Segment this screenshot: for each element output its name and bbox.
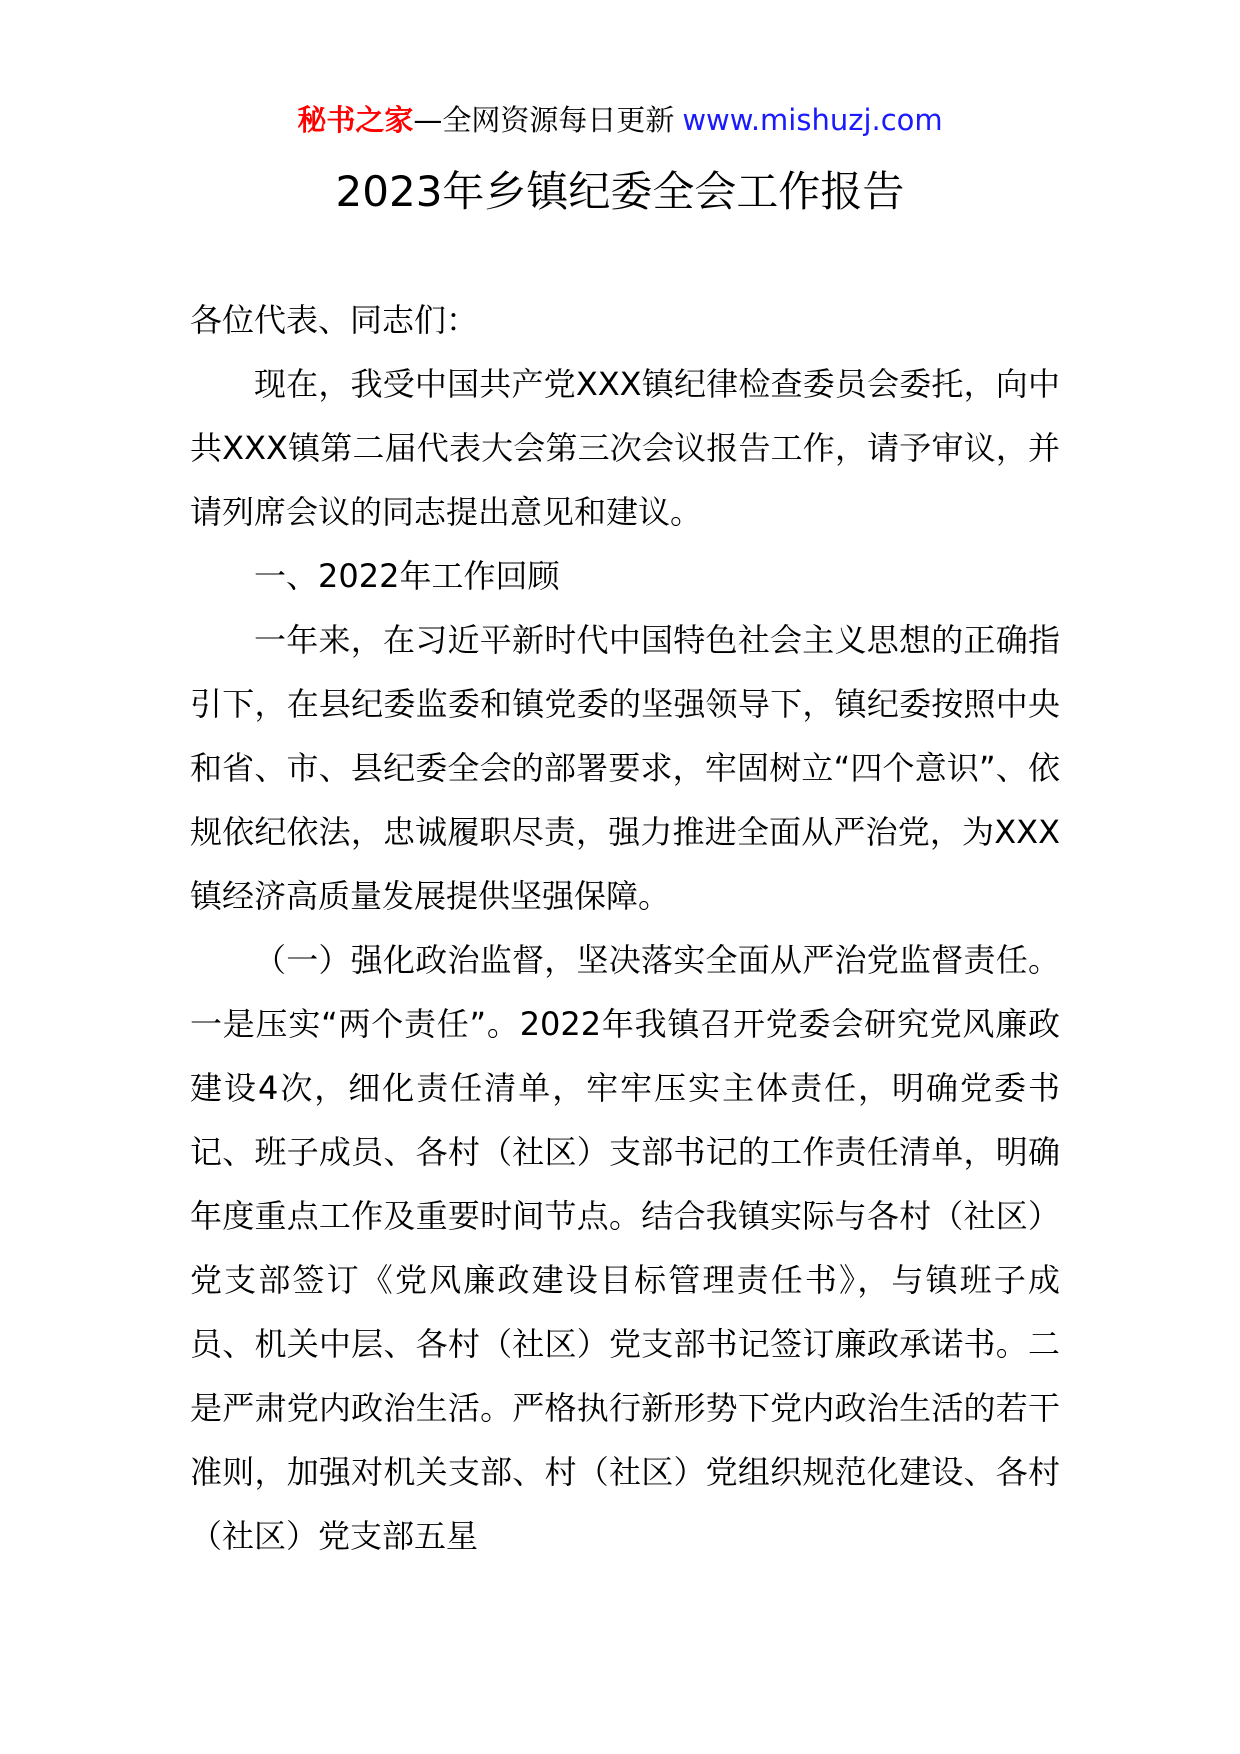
salutation: 各位代表、同志们：	[190, 301, 479, 339]
site-url-link[interactable]: www.mishuzj.com	[682, 103, 943, 137]
paragraph-review: 一年来，在习近平新时代中国特色社会主义思想的正确指引下，在县纪委监委和镇党委的坚强领导下，镇纪委按照中央和省、市、县纪委全会的部署要求，牢固树立“四个意识”、依规依纪依法，忠诚履职尽责，强力推进全面从严治党，为XXX镇经济高质量发展提供坚强保障。	[190, 621, 1060, 915]
document-body	[190, 288, 1060, 1568]
brand-name: 秘书之家	[297, 103, 414, 137]
document-title: 2023年乡镇纪委全会工作报告	[335, 167, 905, 216]
header-tagline: —全网资源每日更新	[413, 103, 675, 137]
paragraph-intro: 现在，我受中国共产党XXX镇纪律检查委员会委托，向中共XXX镇第二届代表大会第三次会议报告工作，请予审议，并请列席会议的同志提出意见和建议。	[190, 365, 1060, 531]
section-heading: 一、2022年工作回顾	[254, 557, 560, 595]
paragraph-supervision: （一）强化政治监督，坚决落实全面从严治党监督责任。一是压实“两个责任”。2022年我镇召开党委会研究党风廉政建设4次，细化责任清单，牢牢压实主体责任，明确党委书记、班子成员、各村（社区）支部书记的工作责任清单，明确年度重点工作及重要时间节点。结合我镇实际与各村（社区）党支部签订《党风廉政建设目标管理责任书》，与镇班子成员、机关中层、各村（社区）党支部书记签订廉政承诺书。二是严肃党内政治生活。严格执行新形势下党内政治生活的若干准则，加强对机关支部、村（社区）党组织规范化建设、各村（社区）党支部五星	[190, 941, 1060, 1555]
site-header	[0, 100, 1240, 140]
